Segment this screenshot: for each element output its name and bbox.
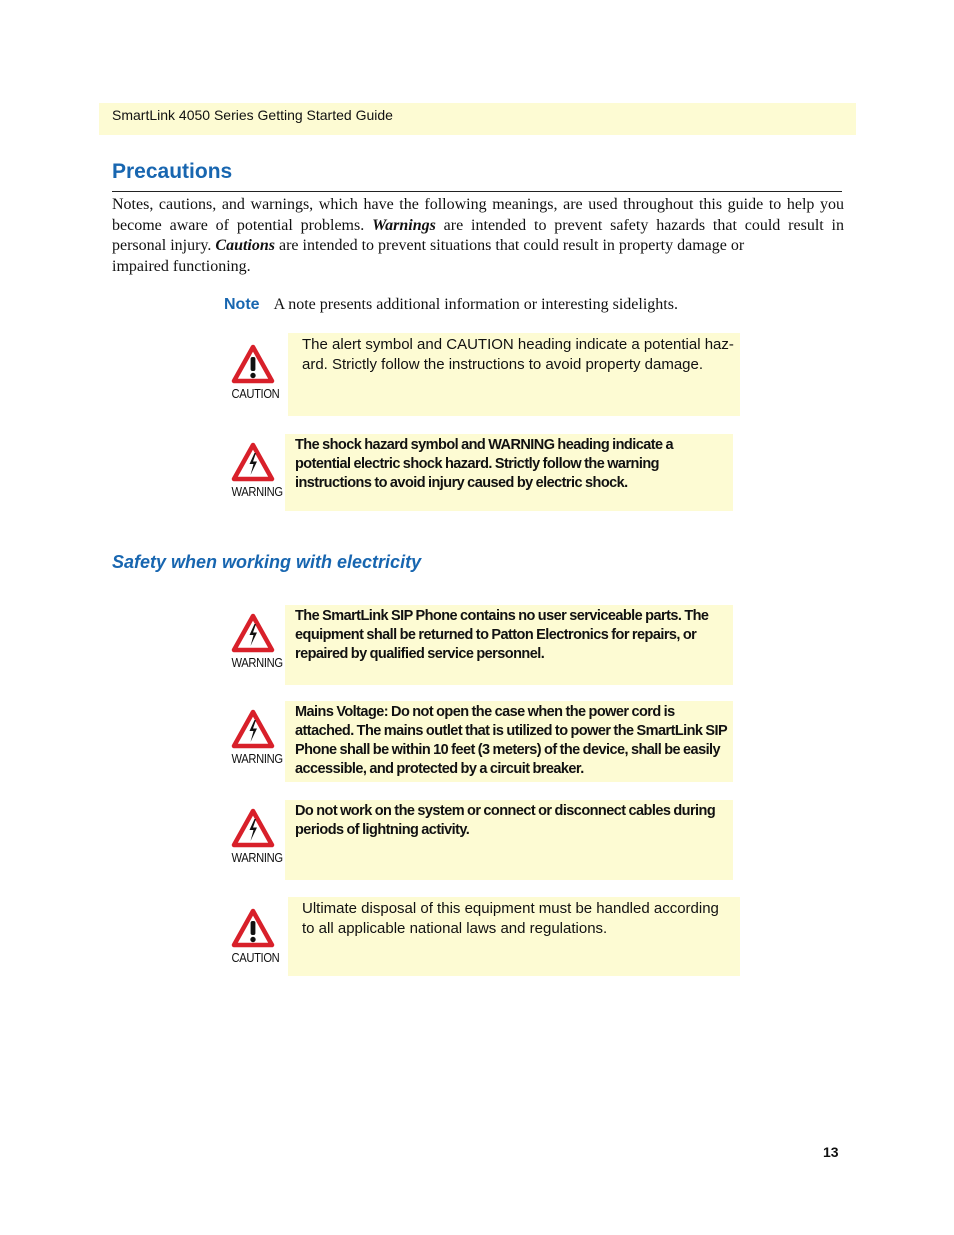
caution-text: The alert symbol and CAUTION heading indicate a potential haz-ard. Strictly follow the instructions to avoid property damage. [302, 336, 734, 373]
intro-paragraph [112, 195, 844, 277]
caution-icon-label: CAUTION [231, 386, 280, 401]
warning-text: The SmartLink SIP Phone contains no user serviceable parts. The equipment shall be returned to Patton Electronics for repairs, or repaired by qualified service personnel. [295, 608, 709, 662]
caution-admonition [224, 333, 740, 416]
running-header-title: SmartLink 4050 Series Getting Started Guide [112, 107, 393, 123]
warning-admonition [224, 434, 733, 511]
warning-admonition [224, 701, 733, 782]
warning-message [285, 701, 733, 782]
alert-triangle-icon [231, 908, 275, 948]
alert-triangle-icon [231, 344, 275, 384]
warning-admonition [224, 800, 733, 880]
warning-icon-group [228, 613, 283, 670]
running-header [99, 103, 856, 135]
caution-icon-group [228, 344, 278, 401]
intro-text-2: are intended to prevent safety hazards that could result in personal injury. [112, 216, 845, 254]
caution-text: Ultimate disposal of this equipment must be handled according to all applicable national laws and regulations. [302, 900, 719, 937]
subsection-title: Safety when working with electricity [112, 552, 422, 572]
warning-message [285, 800, 733, 880]
warning-message [285, 434, 733, 511]
shock-hazard-icon [231, 442, 275, 482]
warnings-term: Warnings [372, 216, 436, 234]
intro-text-3: are intended to prevent situations that could result in property damage or [274, 237, 745, 254]
warning-icon-group [228, 442, 283, 499]
intro-text-1: Notes, cautions, and warnings, which have the following meanings, are used throughout this guide to help you become aware of potential problems. [112, 196, 844, 234]
caution-message [288, 897, 740, 976]
intro-text-4: impaired functioning. [112, 257, 251, 275]
note-text: A note presents additional information or interesting sidelights. [273, 296, 678, 313]
warning-icon-label: WARNING [231, 655, 283, 670]
warning-text: Mains Voltage: Do not open the case when the power cord is attached. The mains outlet that is utilized to power the SmartLink SIP Phone shall be within 10 feet (3 meters) of the device, shall be easily accessible, and protected by a circuit breaker. [295, 704, 727, 777]
warning-icon-group [228, 808, 283, 865]
note-block [224, 295, 844, 315]
caution-message [288, 333, 740, 416]
warning-icon-label: WARNING [231, 751, 283, 766]
shock-hazard-icon [231, 808, 275, 848]
caution-admonition [224, 897, 740, 976]
cautions-term: Cautions [215, 237, 275, 254]
warning-admonition [224, 605, 733, 685]
shock-hazard-icon [231, 709, 275, 749]
note-label: Note [224, 296, 260, 313]
warning-icon-label: WARNING [231, 850, 283, 865]
page-number: 13 [823, 1144, 839, 1160]
caution-icon-label: CAUTION [231, 950, 280, 965]
section-title: Precautions [112, 160, 233, 183]
section-divider [112, 191, 842, 192]
warning-icon-group [228, 709, 283, 766]
shock-hazard-icon [231, 613, 275, 653]
warning-message [285, 605, 733, 685]
warning-icon-label: WARNING [231, 484, 283, 499]
caution-icon-group [228, 908, 278, 965]
warning-text: Do not work on the system or connect or disconnect cables during periods of lightning activity. [295, 803, 716, 838]
warning-text: The shock hazard symbol and WARNING heading indicate a potential electric shock hazard. Strictly follow the warning instructions to avoid injury caused by electric shock. [295, 437, 674, 491]
